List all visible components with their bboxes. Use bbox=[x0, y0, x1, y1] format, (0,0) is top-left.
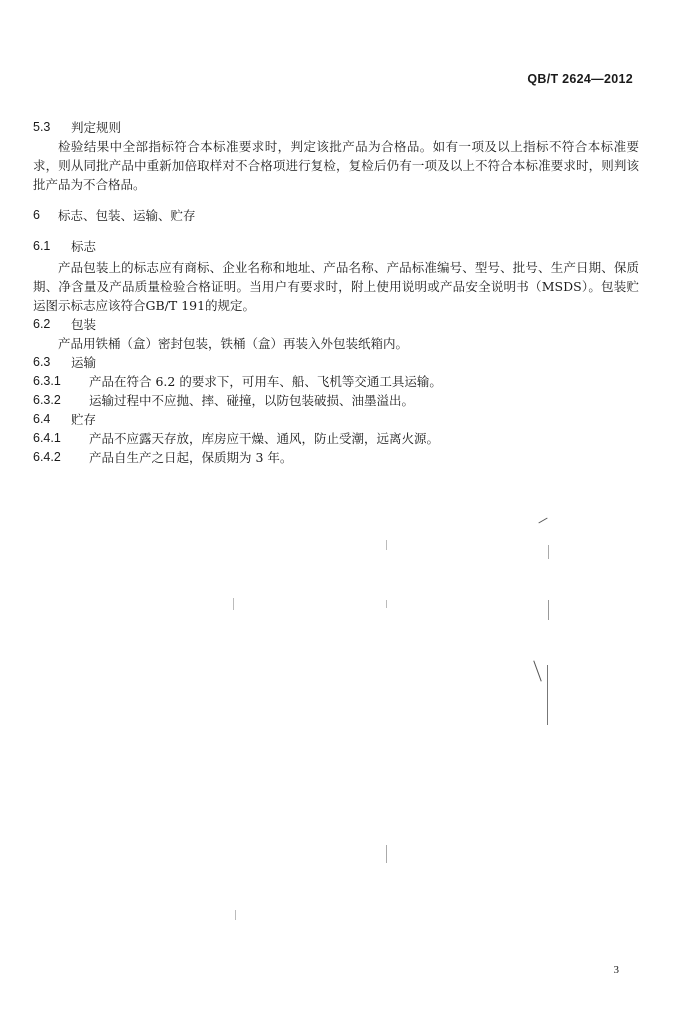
section-5-3-heading bbox=[33, 118, 639, 137]
section-title: 判定规则 bbox=[71, 120, 122, 135]
item-number: 6.4.1 bbox=[33, 431, 61, 445]
chapter-number: 6 bbox=[33, 208, 40, 222]
standard-code: QB/T 2624—2012 bbox=[527, 72, 633, 86]
list-item bbox=[33, 429, 639, 448]
item-number: 6.3.1 bbox=[33, 374, 61, 388]
item-text: 产品在符合 6.2 的要求下，可用车、船、飞机等交通工具运输。 bbox=[89, 374, 442, 389]
item-number: 6.3.2 bbox=[33, 393, 61, 407]
section-6-3-heading bbox=[33, 353, 639, 372]
section-title: 标志 bbox=[71, 239, 97, 254]
list-item bbox=[33, 448, 639, 467]
item-text: 产品自生产之日起，保质期为 3 年。 bbox=[89, 450, 293, 465]
section-6-4-heading bbox=[33, 410, 639, 429]
section-6-1-paragraph: 产品包装上的标志应有商标、企业名称和地址、产品名称、产品标准编号、型号、批号、生产日期、保质期、净含量及产品质量检验合格证明。当用户有要求时，附上使用说明或产品安全说明书（MSDS）。包装贮运图示标志应该符合GB/T 191的规定。 bbox=[33, 260, 639, 313]
section-number: 6.4 bbox=[33, 412, 51, 426]
section-6-2-paragraph: 产品用铁桶（盒）密封包装，铁桶（盒）再装入外包装纸箱内。 bbox=[58, 336, 409, 351]
document-body bbox=[33, 118, 639, 467]
section-title: 贮存 bbox=[71, 412, 97, 427]
chapter-6-heading bbox=[33, 206, 639, 225]
section-title: 包装 bbox=[71, 317, 97, 332]
list-item bbox=[33, 372, 639, 391]
section-5-3-paragraph: 检验结果中全部指标符合本标准要求时，判定该批产品为合格品。如有一项及以上指标不符合本标准要求，则从同批产品中重新加倍取样对不合格项进行复检，复检后仍有一项及以上不符合本标准要求时，则判该批产品为不合格品。 bbox=[33, 139, 639, 192]
page-number: 3 bbox=[613, 964, 619, 976]
section-number: 6.2 bbox=[33, 317, 51, 331]
item-text: 运输过程中不应抛、摔、碰撞，以防包装破损、油墨溢出。 bbox=[89, 393, 415, 408]
item-text: 产品不应露天存放，库房应干燥、通风，防止受潮，远离火源。 bbox=[89, 431, 440, 446]
section-number: 6.1 bbox=[33, 239, 51, 253]
section-number: 5.3 bbox=[33, 120, 51, 134]
section-title: 运输 bbox=[71, 355, 97, 370]
list-item bbox=[33, 391, 639, 410]
chapter-title: 标志、包装、运输、贮存 bbox=[57, 208, 196, 223]
section-6-1-heading bbox=[33, 237, 639, 256]
item-number: 6.4.2 bbox=[33, 450, 61, 464]
section-6-2-heading bbox=[33, 315, 639, 334]
section-number: 6.3 bbox=[33, 355, 51, 369]
